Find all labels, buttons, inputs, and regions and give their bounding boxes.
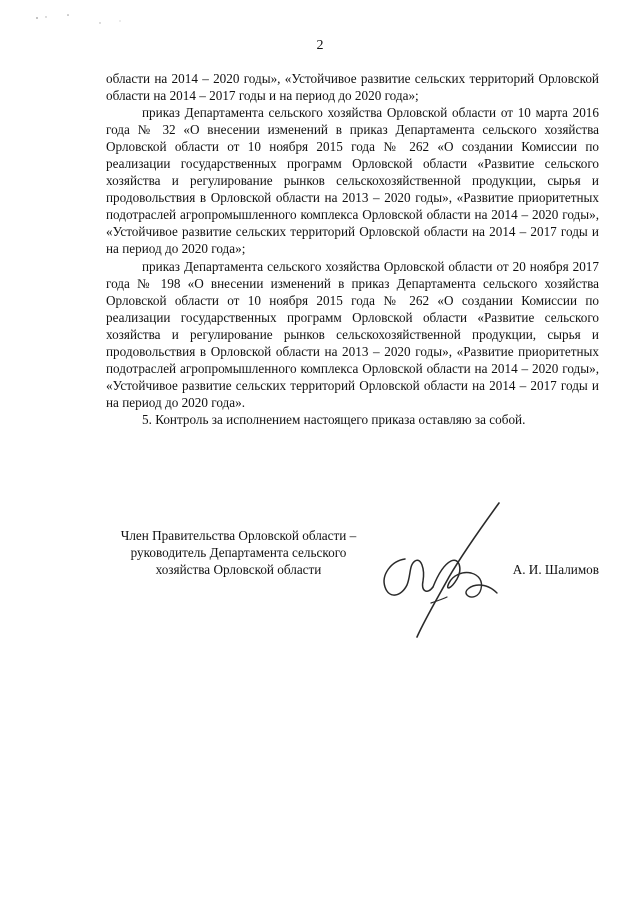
paragraph-4: 5. Контроль за исполнением настоящего приказа оставляю за собой. bbox=[142, 411, 526, 427]
signatory-name: А. И. Шалимов bbox=[512, 562, 599, 577]
signatory-title bbox=[106, 527, 371, 579]
paragraph-1: области на 2014 – 2020 годы», «Устойчивое развитие сельских территорий Орловской области на 2014 – 2017 годы и на период до 2020 года»; bbox=[106, 71, 599, 104]
signatory-title-line-3: хозяйства Орловской области bbox=[155, 562, 322, 578]
signature-block bbox=[106, 527, 599, 687]
scan-specks bbox=[0, 0, 140, 40]
paragraph-3: приказ Департамента сельского хозяйства Орловской области от 20 ноября 2017 года № 198 «О внесении изменений в приказ Департамента сельского хозяйства Орловской области от 10 ноября 2015 года № 262 «О создании Комиссии по реализации государственных программ Орловской области «Развитие сельского хозяйства и регулирование рынков сельскохозяйственной продукции, сырья и продовольствия в Орловской области на 2013 – 2020 годы», «Развитие приоритетных подотраслей агропромышленного комплекса Орловской области на 2014 – 2020 годы», «Устойчивое развитие сельских территорий Орловской области на 2014 – 2017 годы и на период до 2020 года». bbox=[106, 258, 599, 410]
handwritten-signature bbox=[371, 499, 521, 649]
paragraph-2: приказ Департамента сельского хозяйства Орловской области от 10 марта 2016 года № 32 «О внесении изменений в приказ Департамента сельского хозяйства Орловской области от 10 ноября 2015 года № 262 «О создании Комиссии по реализации государственных программ Орловской области «Развитие сельского хозяйства и регулирование рынков сельскохозяйственной продукции, сырья и продовольствия в Орловской области на 2013 – 2020 годы», «Развитие приоритетных подотраслей агропромышленного комплекса Орловской области на 2014 – 2020 годы», «Устойчивое развитие сельских территорий Орловской области на 2014 – 2017 годы и на период до 2020 года»; bbox=[106, 105, 599, 257]
body-text bbox=[106, 70, 599, 428]
signatory-title-line-2: руководитель Департамента сельского bbox=[130, 545, 347, 561]
signatory-title-line-1: Член Правительства Орловской области – bbox=[120, 528, 357, 543]
page-number: 2 bbox=[316, 38, 324, 53]
